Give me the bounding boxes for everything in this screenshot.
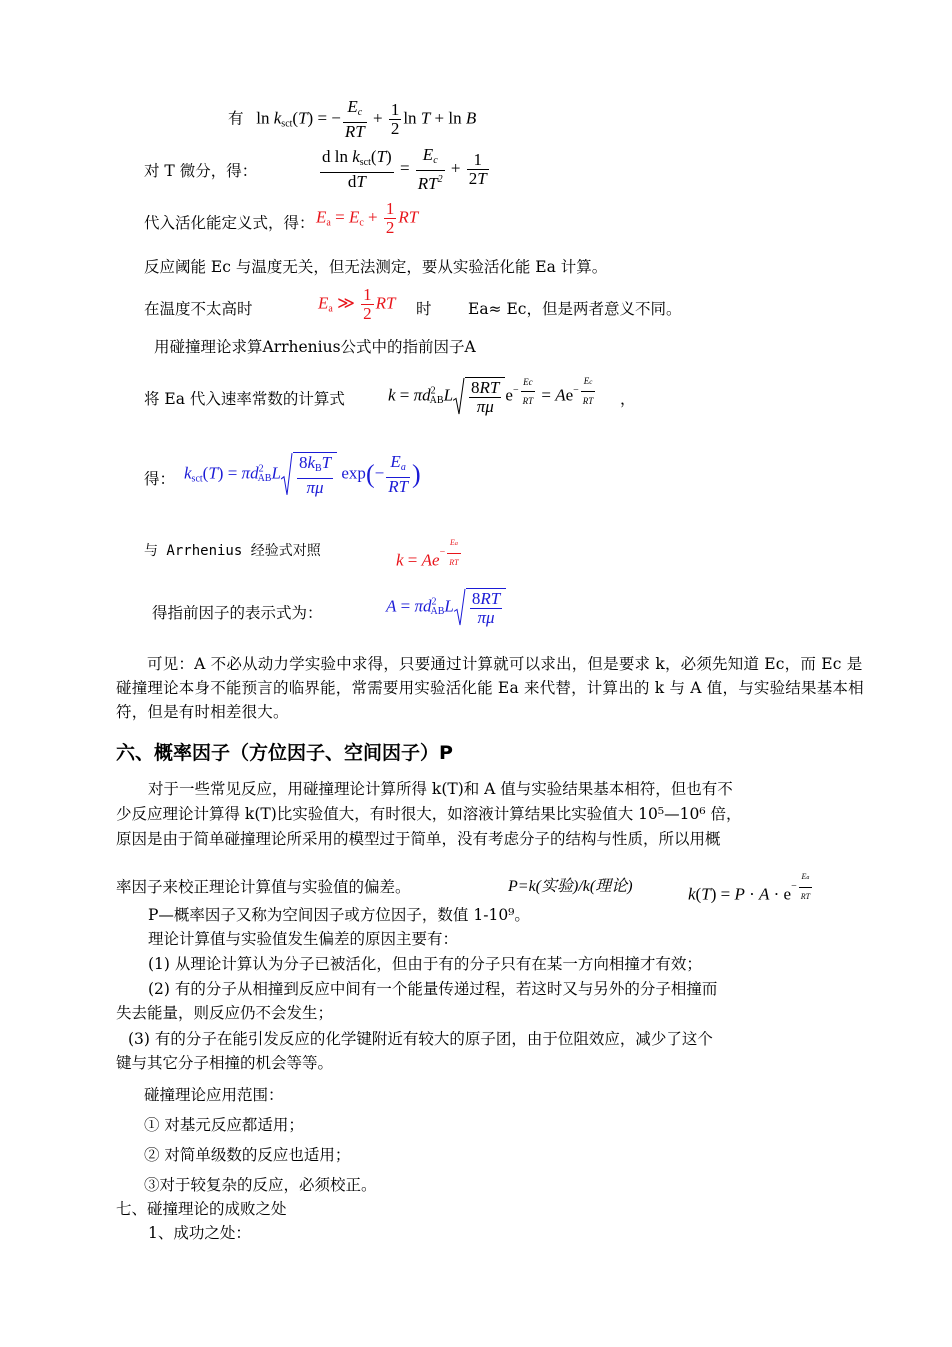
line-threshold: 反应阈能 Ec 与温度无关，但无法测定，要从实验活化能 Ea 计算。 xyxy=(144,258,608,276)
line-prefix: 有 xyxy=(228,109,244,128)
equation-k-with-p: $k(T) = P \cdot A \cdot e^{- \frac{Ea}{RT}}$ xyxy=(688,868,814,906)
paragraph-line: P—概率因子又称为空间因子或方位因子，数值 1-10⁹。 xyxy=(148,906,530,924)
formula-probability-ratio: P=k(实验)/k(理论) xyxy=(508,878,633,895)
paragraph-conclusion: 可见：A 不必从动力学实验中求得，只要通过计算就可以求出，但是要求 k，必须先知道 Ec，而 Ec 是碰撞理论本身不能预言的临界能，常需要用实验活化能 Ea 来代替，计算出的 k 与 A 值，与实验结果基本相符，但是有时相差很大。 xyxy=(116,655,864,721)
section-heading-success-failure: 七、碰撞理论的成败之处 xyxy=(116,1200,287,1218)
equation-ea: $E_a = E_c$ + $\frac{1}{2}$ RT xyxy=(316,199,419,237)
list-item: ② 对简单级数的反应也适用； xyxy=(144,1146,351,1164)
paragraph-line: 原因是由于简单碰撞理论所采用的模型过于简单，没有考虑分子的结构与性质，所以用概 xyxy=(116,830,721,848)
list-item: ① 对基元反应都适用； xyxy=(144,1116,304,1134)
paragraph-line: 少反应理论计算得 k(T)比实验值大，有时很大，如溶液计算结果比实验值大 10⁵—10⁶ 倍， xyxy=(116,805,742,823)
paragraph-line: 理论计算值与实验值发生偏差的原因主要有： xyxy=(148,930,459,948)
paragraph-line: 率因子来校正理论计算值与实验值的偏差。 xyxy=(116,878,411,896)
line-differentiate: 对 T 微分，得： xyxy=(144,162,258,180)
line-arrhenius-prefactor: 用碰撞理论求算Arrhenius公式中的指前因子A xyxy=(154,338,476,356)
line-arrhenius-compare: 与 Arrhenius 经验式对照 xyxy=(144,543,321,559)
line-temp-mid: 时 xyxy=(416,300,432,318)
equation-ea-much-greater: $E_a$ ≫ $\frac{1}{2}$ RT xyxy=(318,285,396,323)
section-heading-probability-factor: 六、概率因子（方位因子、空间因子）P xyxy=(116,742,453,764)
equation-derivative: $\frac{d \ln k_{sct}(T)}{dT}$ = $\frac{E_c}{RT^2}$ + $\frac{1}{2T}$ xyxy=(322,145,487,193)
line-temp-suffix: Ea≈ Ec，但是两者意义不同。 xyxy=(468,300,682,318)
equation-k-sct: $k_{sct}(T) = \pi d^2_{AB}L$ $\frac{8k_BT}{\pi\mu}$ exp(− $\frac{E_a}{RT}$ ) xyxy=(184,452,421,497)
subsection-heading-success: 1、成功之处： xyxy=(148,1224,251,1242)
paragraph-line: 对于一些常见反应，用碰撞理论计算所得 k(T)和 A 值与实验结果基本相符，但也有不 xyxy=(148,780,733,798)
equation-arrhenius: $k = Ae^{- \frac{Ea}{RT}}$ xyxy=(396,534,463,572)
equation-rate-constant: $k = \pi d^2_{AB}L$ $\frac{8RT}{\pi\mu}$ $e^{- \frac{Ec}{RT}}$ = $Ae^{- \frac{Ec}{RT}}$ xyxy=(388,372,597,416)
line-result-prefix: 得： xyxy=(144,470,176,488)
paragraph-line: (2) 有的分子从相撞到反应中间有一个能量传递过程，若这时又与另外的分子相撞而 xyxy=(148,980,718,998)
paragraph-line: (1) 从理论计算认为分子已被活化，但由于有的分子只有在某一方向相撞才有效； xyxy=(148,955,702,973)
list-item: ③对于较复杂的反应，必须校正。 xyxy=(144,1176,377,1194)
equation-prefactor: $A = \pi d^2_{AB}L$ $\frac{8RT}{\pi\mu}$ xyxy=(386,588,506,627)
line-substitute: 代入活化能定义式，得： xyxy=(144,214,315,232)
paragraph-line: (3) 有的分子在能引发反应的化学键附近有较大的原子团，由于位阻效应，减少了这个 xyxy=(128,1030,713,1048)
line-prefactor-expression: 得指前因子的表示式为： xyxy=(152,604,323,622)
paragraph-line: 键与其它分子相撞的机会等等。 xyxy=(116,1054,334,1072)
paragraph-line: 失去能量，则反应仍不会发生； xyxy=(116,1004,334,1022)
line-rate-constant-suffix: ， xyxy=(620,390,636,408)
equation-ln-k: 有 $\ln k_{sct}(T)$ = − $\frac{E_c}{RT}$ + $\frac{1}{2}$ ln T + ln B xyxy=(228,97,477,141)
paragraph-line: 碰撞理论应用范围： xyxy=(144,1086,284,1104)
line-temp-prefix: 在温度不太高时 xyxy=(144,300,253,318)
line-rate-constant-prefix: 将 Ea 代入速率常数的计算式 xyxy=(144,390,345,408)
